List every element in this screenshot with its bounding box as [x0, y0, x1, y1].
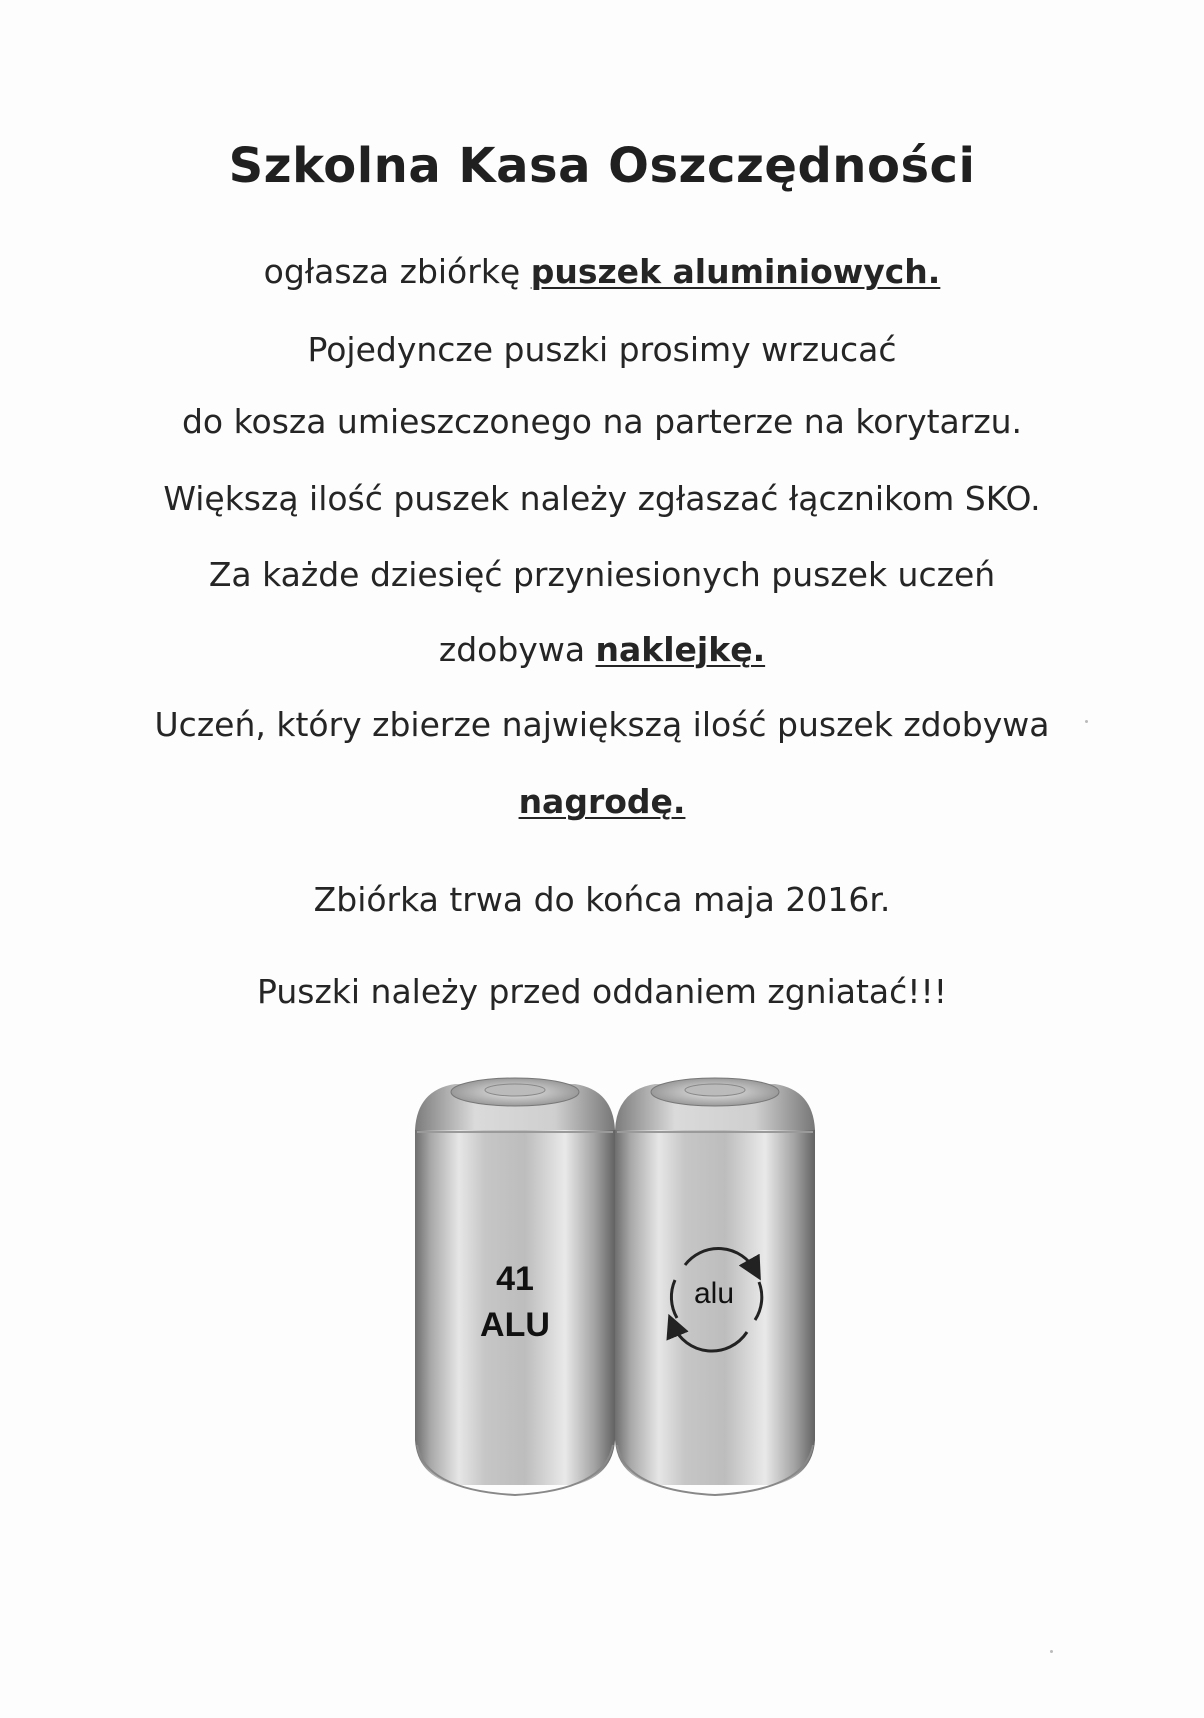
notice-line-6-text: zdobywa — [438, 630, 596, 669]
can-1-number: 41 — [496, 1260, 534, 1298]
can-2-text: alu — [693, 1277, 735, 1310]
can-1-text: ALU — [480, 1306, 550, 1344]
notice-line-9: Zbiórka trwa do końca maja 2016r. — [313, 880, 891, 919]
notice-line-8 — [0, 782, 1204, 821]
notice-line-1-emphasis: puszek aluminiowych. — [530, 252, 941, 291]
notice-line-10: Puszki należy przed oddaniem zgniatać!!! — [257, 972, 947, 1011]
notice-title: Szkolna Kasa Oszczędności — [228, 138, 976, 194]
scan-speck-2 — [1050, 1650, 1053, 1653]
cans-illustration — [395, 1070, 815, 1510]
notice-line-3: do kosza umieszczonego na parterze na korytarzu. — [181, 402, 1023, 441]
notice-line-8-emphasis: nagrodę. — [518, 782, 686, 821]
notice-line-5: Za każde dziesięć przyniesionych puszek uczeń — [208, 555, 996, 594]
notice-line-1 — [0, 252, 1204, 291]
notice-line-2: Pojedyncze puszki prosimy wrzucać — [307, 330, 897, 369]
notice-line-6 — [0, 630, 1204, 669]
notice-line-6-emphasis: naklejkę. — [595, 630, 766, 669]
notice-line-7: Uczeń, który zbierze największą ilość puszek zdobywa — [154, 705, 1050, 744]
notice-line-4: Większą ilość puszek należy zgłaszać łącznikom SKO. — [163, 479, 1041, 518]
scan-speck — [1085, 720, 1088, 723]
notice-line-1-text: ogłasza zbiórkę — [263, 252, 531, 291]
